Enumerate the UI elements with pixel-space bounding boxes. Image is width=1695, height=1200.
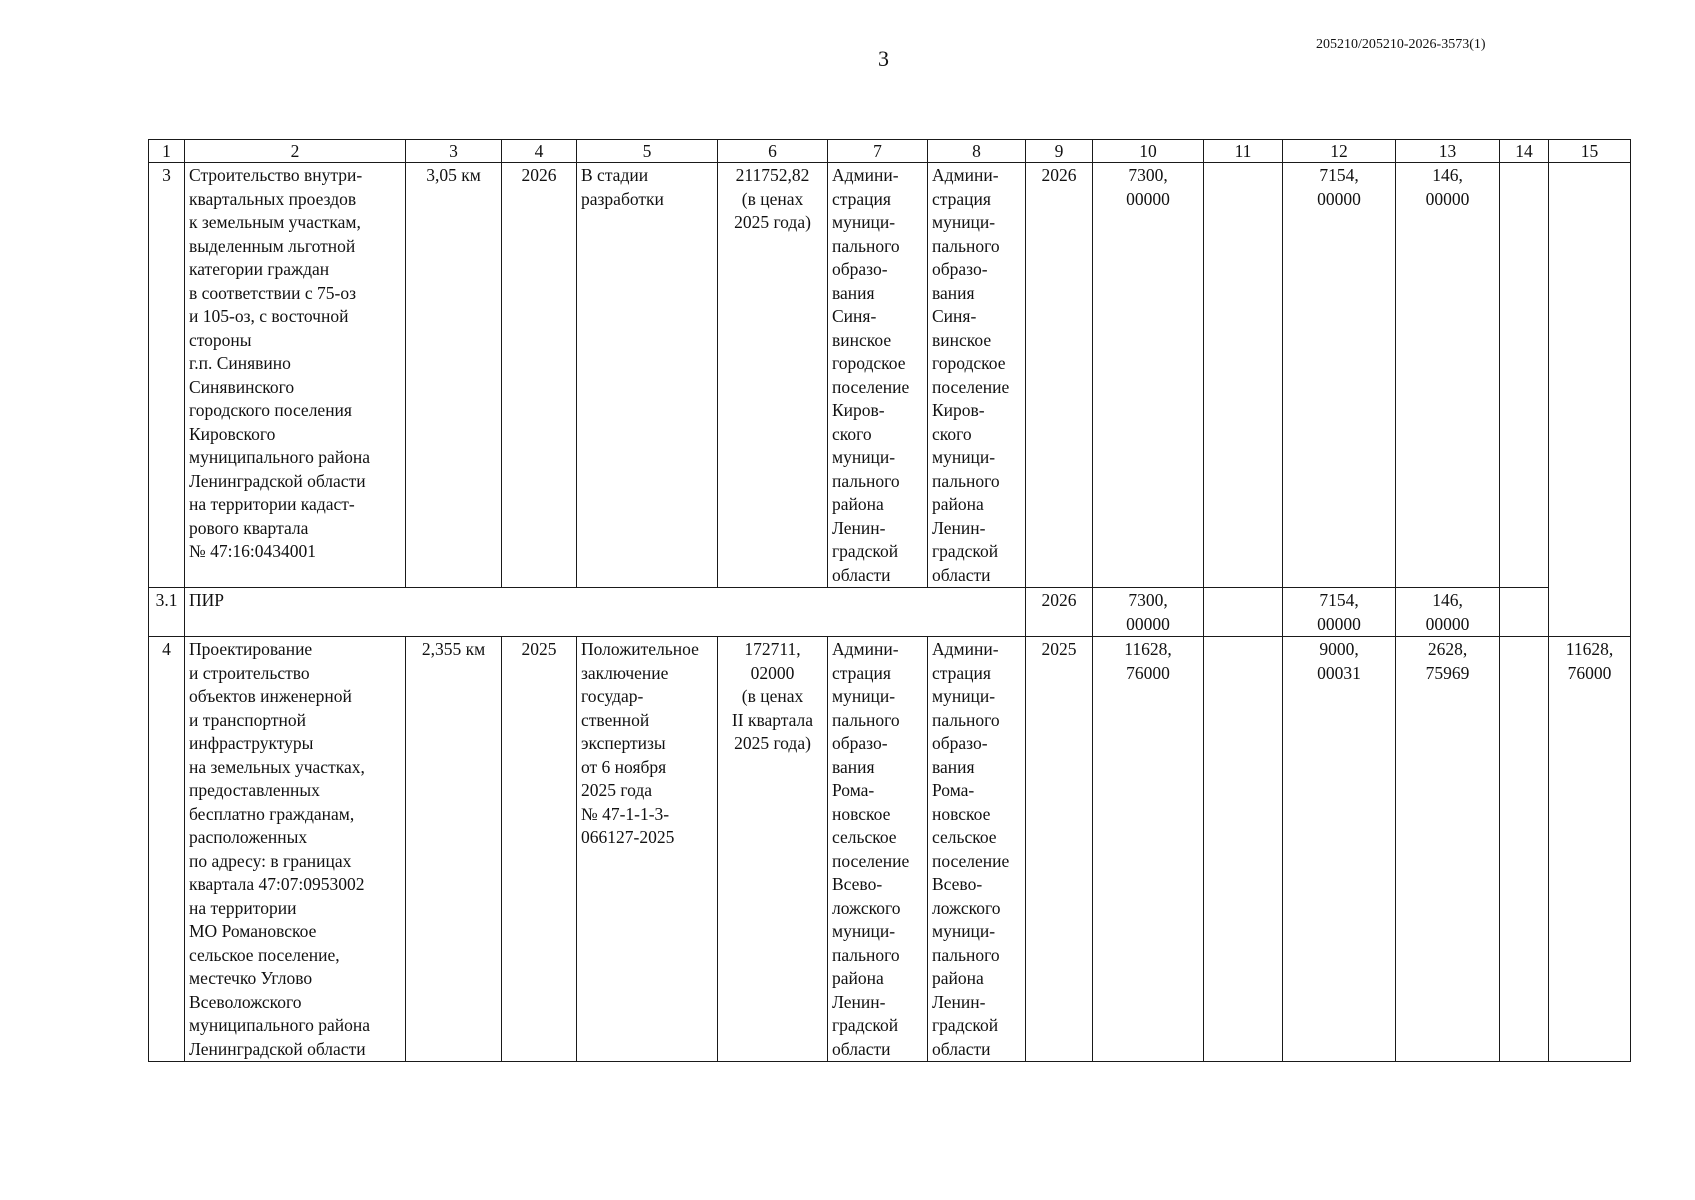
table-row-3 [149, 163, 1631, 588]
funding-year: 2025 [1026, 637, 1093, 1062]
header-col-10: 10 [1093, 140, 1204, 163]
column-number-row [149, 140, 1631, 163]
regional-budget: 7154, 00000 [1283, 163, 1396, 588]
local-budget: 146, 00000 [1396, 163, 1500, 588]
header-col-1: 1 [149, 140, 185, 163]
total-amount: 7300, 00000 [1093, 163, 1204, 588]
header-col-4: 4 [502, 140, 577, 163]
header-col-9: 9 [1026, 140, 1093, 163]
local-budget: 2628, 75969 [1396, 637, 1500, 1062]
row-number: 4 [149, 637, 185, 1062]
capacity: 2,355 км [406, 637, 502, 1062]
year: 2025 [502, 637, 577, 1062]
col-14-value [1500, 637, 1549, 1062]
year: 2026 [502, 163, 577, 588]
col-15-value: 11628, 76000 [1549, 637, 1631, 1062]
header-col-7: 7 [828, 140, 928, 163]
customer: Админи- страция муници- пального образо- вания Синя- винское городское поселение Киров- ского муници- пального района Ленин- градской области [828, 163, 928, 588]
header-col-2: 2 [185, 140, 406, 163]
table-row-4 [149, 637, 1631, 1062]
funding-year: 2026 [1026, 163, 1093, 588]
customer: Админи- страция муници- пального образо- вания Рома- новское сельское поселение Всево- ложского муници- пального района Ленин- градской области [828, 637, 928, 1062]
total-amount: 7300, 00000 [1093, 588, 1204, 637]
developer: Админи- страция муници- пального образо- вания Синя- винское городское поселение Киров- ского муници- пального района Ленин- градской области [928, 163, 1026, 588]
header-col-6: 6 [718, 140, 828, 163]
developer: Админи- страция муници- пального образо- вания Рома- новское сельское поселение Всево- ложского муници- пального района Ленин- градской области [928, 637, 1026, 1062]
col-14-value [1500, 588, 1549, 637]
header-col-3: 3 [406, 140, 502, 163]
page-number: 3 [878, 46, 889, 71]
regional-budget: 7154, 00000 [1283, 588, 1396, 637]
row-number: 3.1 [149, 588, 185, 637]
col-14-value [1500, 163, 1549, 588]
col-11-value [1204, 163, 1283, 588]
regional-budget: 9000, 00031 [1283, 637, 1396, 1062]
total-amount: 11628, 76000 [1093, 637, 1204, 1062]
header-col-11: 11 [1204, 140, 1283, 163]
object-name: Строительство внутри- квартальных проездов к земельным участкам, выделенным льготной категории граждан в соответствии с 75-оз и 105-оз, с восточной стороны г.п. Синявино Синявинского городского поселения Кировского муниципального района Ленинградской области на территории кадаст- рового квартала № 47:16:0434001 [185, 163, 406, 588]
col-11-value [1204, 588, 1283, 637]
local-budget: 146, 00000 [1396, 588, 1500, 637]
row-number: 3 [149, 163, 185, 588]
funding-year: 2026 [1026, 588, 1093, 637]
header-col-15: 15 [1549, 140, 1631, 163]
header-col-12: 12 [1283, 140, 1396, 163]
col-15-value [1549, 163, 1631, 637]
object-name: Проектирование и строительство объектов инженерной и транспортной инфраструктуры на земельных участках, предоставленных бесплатно гражданам, расположенных по адресу: в границах квартала 47:07:0953002 на территории МО Романовское сельское поселение, местечко Углово Всеволожского муниципального района Ленинградской области [185, 637, 406, 1062]
design-status: Положительное заключение государ- ственной экспертизы от 6 ноября 2025 года № 47-1-1-3- 066127-2025 [577, 637, 718, 1062]
document-id: 205210/205210-2026-3573(1) [1316, 37, 1486, 52]
object-name: ПИР [185, 588, 1026, 637]
header-col-14: 14 [1500, 140, 1549, 163]
estimated-cost: 211752,82 (в ценах 2025 года) [718, 163, 828, 588]
table-row-3-1 [149, 588, 1631, 637]
header-col-5: 5 [577, 140, 718, 163]
col-11-value [1204, 637, 1283, 1062]
header-col-13: 13 [1396, 140, 1500, 163]
estimated-cost: 172711, 02000 (в ценах II квартала 2025 года) [718, 637, 828, 1062]
investment-objects-table [148, 139, 1631, 1062]
header-col-8: 8 [928, 140, 1026, 163]
capacity: 3,05 км [406, 163, 502, 588]
design-status: В стадии разработки [577, 163, 718, 588]
